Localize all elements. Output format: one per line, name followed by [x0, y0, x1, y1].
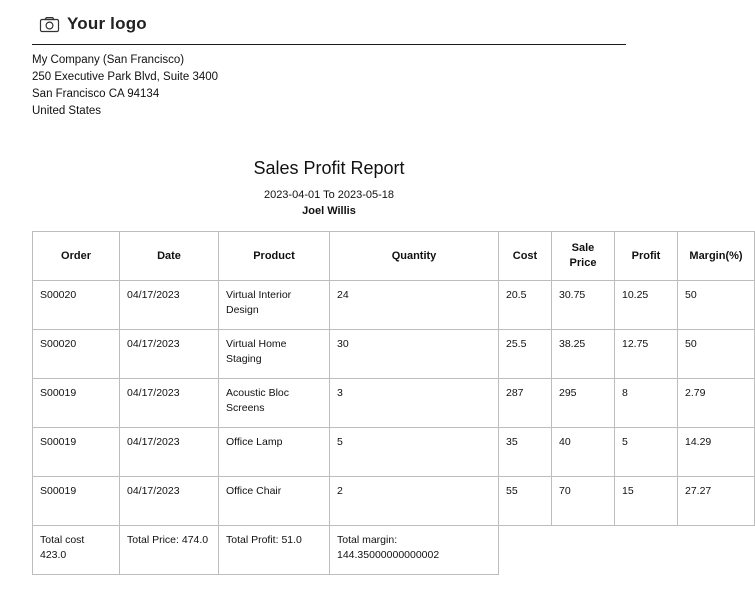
cell-quantity: 5 [330, 428, 499, 477]
table-header [33, 232, 755, 281]
column-header-quantity: Quantity [330, 232, 499, 281]
cell-date: 04/17/2023 [120, 281, 219, 330]
column-header-cost: Cost [499, 232, 552, 281]
cell-margin: 14.29 [678, 428, 755, 477]
cell-sale-price: 295 [552, 379, 615, 428]
total-price: Total Price: 474.0 [120, 526, 219, 575]
cell-date: 04/17/2023 [120, 428, 219, 477]
company-address [32, 52, 626, 120]
cell-sale-price: 70 [552, 477, 615, 526]
cell-quantity: 30 [330, 330, 499, 379]
report-title-block [32, 158, 626, 217]
totals-empty-profit [615, 526, 678, 575]
total-profit: Total Profit: 51.0 [219, 526, 330, 575]
column-header-product: Product [219, 232, 330, 281]
column-header-profit: Profit [615, 232, 678, 281]
cell-order: S00020 [33, 281, 120, 330]
cell-product: Virtual Home Staging [219, 330, 330, 379]
cell-profit: 8 [615, 379, 678, 428]
report-date-range: 2023-04-01 To 2023-05-18 [263, 189, 395, 201]
cell-margin: 27.27 [678, 477, 755, 526]
sales-profit-table [32, 231, 755, 575]
cell-profit: 5 [615, 428, 678, 477]
table-row [33, 379, 755, 428]
cell-cost: 25.5 [499, 330, 552, 379]
column-header-order: Order [33, 232, 120, 281]
company-line-1: My Company (San Francisco) [32, 54, 185, 66]
cell-product: Office Chair [219, 477, 330, 526]
column-header-margin: Margin(%) [678, 232, 755, 281]
cell-quantity: 3 [330, 379, 499, 428]
table-body [33, 281, 755, 575]
column-header-sale-price: Sale Price [552, 232, 615, 281]
camera-icon [40, 17, 59, 32]
cell-sale-price: 38.25 [552, 330, 615, 379]
cell-sale-price: 40 [552, 428, 615, 477]
cell-sale-price: 30.75 [552, 281, 615, 330]
cell-profit: 15 [615, 477, 678, 526]
totals-empty-cost [499, 526, 552, 575]
table-row [33, 281, 755, 330]
logo-row [32, 14, 626, 34]
cell-product: Acoustic Bloc Screens [219, 379, 330, 428]
company-line-3: San Francisco CA 94134 [32, 88, 160, 100]
cell-cost: 287 [499, 379, 552, 428]
cell-order: S00020 [33, 330, 120, 379]
company-line-2: 250 Executive Park Blvd, Suite 3400 [32, 71, 219, 83]
logo-text: Your logo [67, 14, 147, 33]
cell-product: Virtual Interior Design [219, 281, 330, 330]
report-author: Joel Willis [302, 205, 356, 217]
cell-margin: 50 [678, 330, 755, 379]
cell-cost: 20.5 [499, 281, 552, 330]
cell-profit: 10.25 [615, 281, 678, 330]
cell-margin: 50 [678, 281, 755, 330]
cell-order: S00019 [33, 428, 120, 477]
cell-quantity: 2 [330, 477, 499, 526]
totals-row [33, 526, 755, 575]
total-cost: Total cost 423.0 [33, 526, 120, 575]
cell-cost: 35 [499, 428, 552, 477]
total-margin: Total margin: 144.35000000000002 [330, 526, 499, 575]
table-header-row [33, 232, 755, 281]
table-row [33, 428, 755, 477]
table-row [33, 477, 755, 526]
cell-profit: 12.75 [615, 330, 678, 379]
totals-empty-margin [678, 526, 755, 575]
page-title: Sales Profit Report [253, 158, 405, 178]
company-line-4: United States [32, 105, 102, 117]
cell-order: S00019 [33, 379, 120, 428]
column-header-date: Date [120, 232, 219, 281]
cell-cost: 55 [499, 477, 552, 526]
header-divider [32, 44, 626, 45]
cell-quantity: 24 [330, 281, 499, 330]
cell-product: Office Lamp [219, 428, 330, 477]
cell-margin: 2.79 [678, 379, 755, 428]
totals-empty-sale [552, 526, 615, 575]
cell-order: S00019 [33, 477, 120, 526]
cell-date: 04/17/2023 [120, 477, 219, 526]
table-row [33, 330, 755, 379]
cell-date: 04/17/2023 [120, 379, 219, 428]
cell-date: 04/17/2023 [120, 330, 219, 379]
